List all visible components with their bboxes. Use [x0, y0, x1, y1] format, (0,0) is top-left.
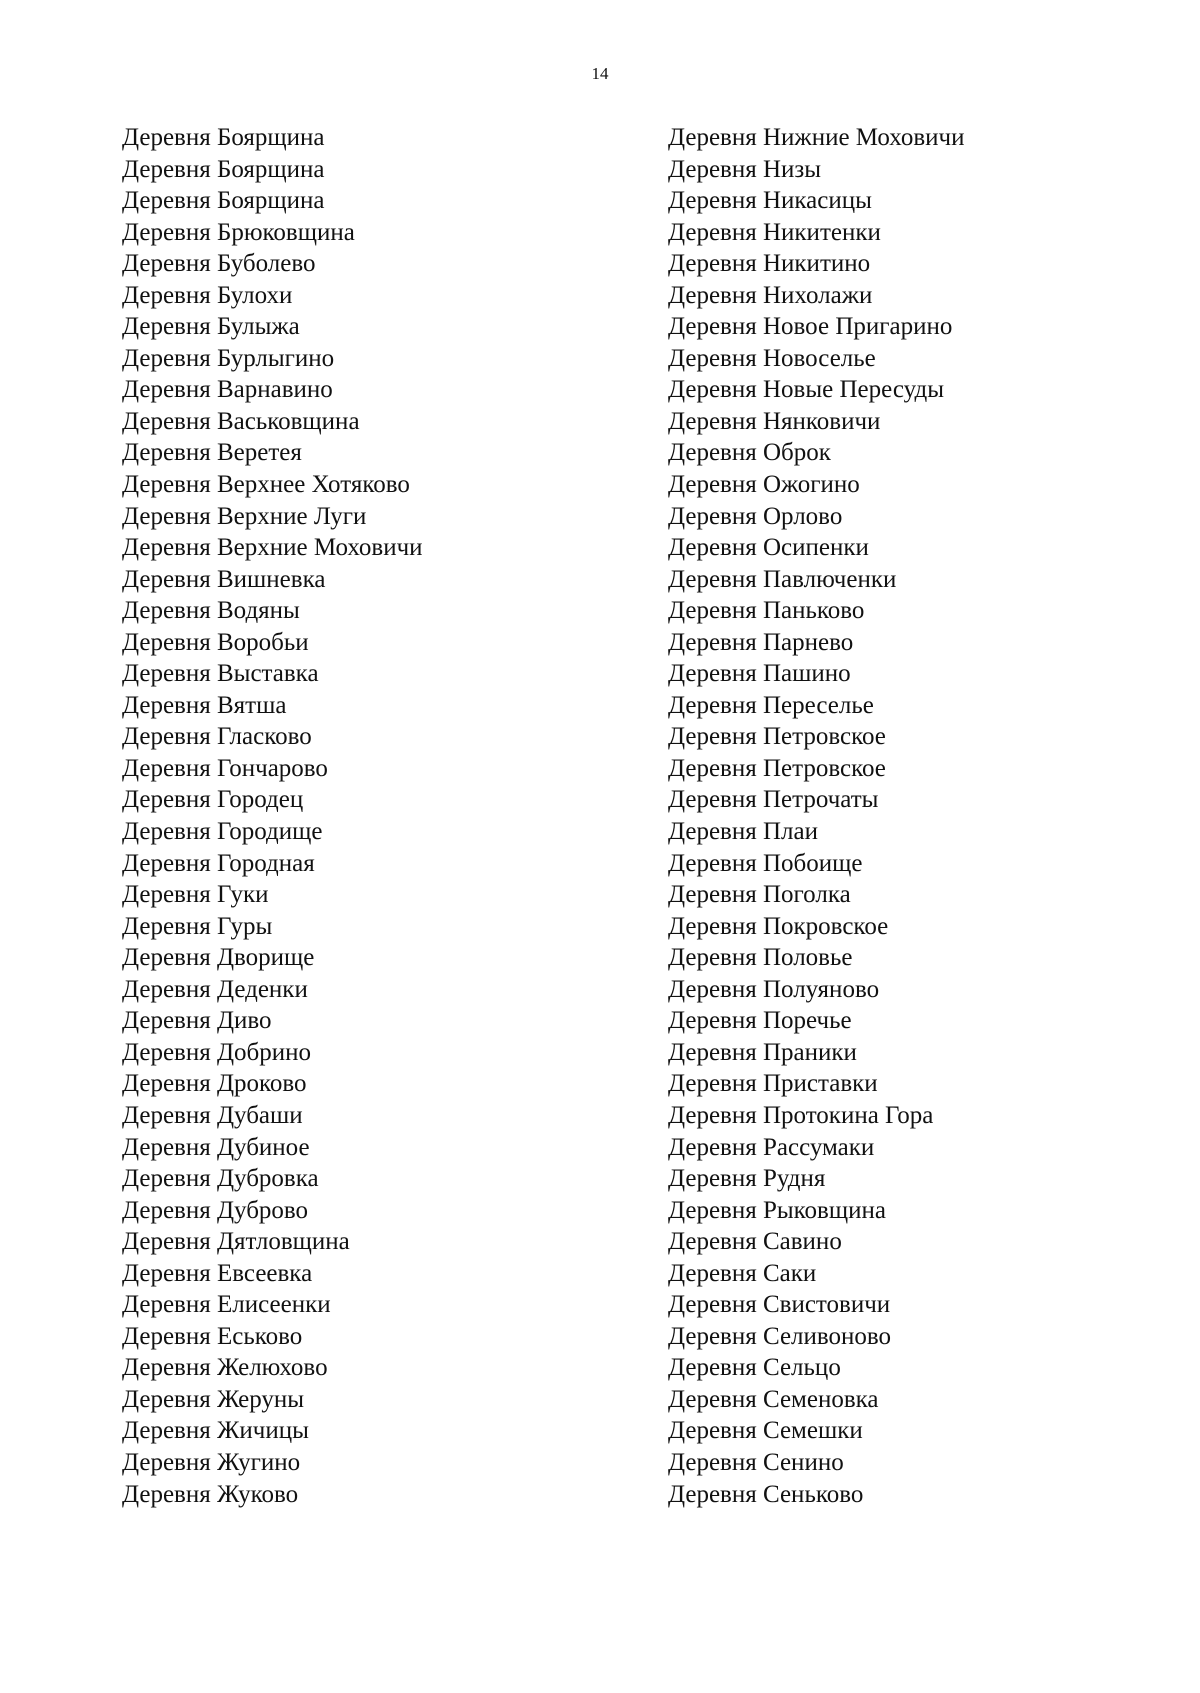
list-item: Деревня Павлюченки [668, 565, 897, 593]
list-item: Деревня Никитино [668, 250, 871, 278]
list-item: Деревня Брюковщина [122, 218, 355, 246]
list-item: Деревня Верхние Моховичи [122, 534, 423, 562]
list-item: Деревня Боярщина [122, 187, 325, 215]
list-item: Деревня Жеруны [122, 1385, 305, 1413]
list-item: Деревня Дубровка [122, 1165, 319, 1193]
list-item: Деревня Побоище [668, 849, 863, 877]
list-item: Деревня Сеньково [668, 1480, 864, 1508]
list-item: Деревня Нижние Моховичи [668, 124, 965, 151]
list-item: Деревня Дворище [122, 944, 315, 972]
list-item: Деревня Водяны [122, 597, 300, 625]
list-item: Деревня Жуково [122, 1480, 299, 1508]
list-item: Деревня Осипенки [668, 534, 869, 562]
list-item: Деревня Добрино [122, 1038, 312, 1066]
list-item: Деревня Булыжа [122, 313, 300, 341]
list-item: Деревня Поголка [668, 881, 851, 909]
list-item: Деревня Гуки [122, 881, 269, 909]
list-item: Деревня Новоселье [668, 344, 876, 372]
list-item: Деревня Евсеевка [122, 1259, 313, 1287]
list-item: Деревня Воробьи [122, 628, 309, 656]
list-item: Деревня Гуры [122, 912, 273, 940]
list-item: Деревня Никитенки [668, 218, 881, 246]
list-item: Деревня Булохи [122, 281, 293, 309]
list-item: Деревня Елисеенки [122, 1291, 331, 1319]
list-item: Деревня Покровское [668, 912, 889, 940]
list-item: Деревня Диво [122, 1007, 272, 1035]
list-item: Деревня Рудня [668, 1165, 826, 1193]
list-item: Деревня Орлово [668, 502, 843, 530]
list-item: Деревня Семешки [668, 1417, 863, 1445]
list-item: Деревня Вишневка [122, 565, 326, 593]
list-item: Деревня Верхние Луги [122, 502, 367, 530]
list-item: Деревня Праники [668, 1038, 857, 1066]
list-item: Деревня Рыковщина [668, 1196, 886, 1224]
list-item: Деревня Сенино [668, 1448, 844, 1476]
list-item: Деревня Городная [122, 849, 315, 877]
list-item: Деревня Паньково [668, 597, 865, 625]
list-item: Деревня Дубиное [122, 1133, 310, 1161]
list-item: Деревня Варнавино [122, 376, 333, 404]
list-item: Деревня Деденки [122, 975, 308, 1003]
list-item: Деревня Приставки [668, 1070, 878, 1098]
list-item: Деревня Вятша [122, 691, 287, 719]
list-item: Деревня Рассумаки [668, 1133, 875, 1161]
list-item: Деревня Новые Пересуды [668, 376, 945, 404]
page-number: 14 [591, 64, 609, 83]
list-item: Деревня Гласково [122, 723, 312, 751]
left-column-list [122, 122, 423, 1510]
list-item: Деревня Гончарово [122, 754, 328, 782]
list-item: Деревня Дуброво [122, 1196, 309, 1224]
list-item: Деревня Пашино [668, 660, 851, 688]
list-item: Деревня Ожогино [668, 471, 860, 499]
list-item: Деревня Половье [668, 944, 853, 972]
list-item: Деревня Нянковичи [668, 407, 881, 435]
list-item: Деревня Поречье [668, 1007, 852, 1035]
list-item: Деревня Веретея [122, 439, 302, 467]
list-item: Деревня Семеновка [668, 1385, 879, 1413]
list-item: Деревня Васьковщина [122, 407, 360, 435]
list-item: Деревня Дубаши [122, 1101, 303, 1129]
list-item: Деревня Буболево [122, 250, 316, 278]
list-item: Деревня Желюхово [122, 1354, 328, 1382]
list-item: Деревня Никасицы [668, 187, 872, 215]
list-item: Деревня Оброк [668, 439, 831, 467]
list-item: Деревня Новое Пригарино [668, 313, 953, 341]
list-item: Деревня Выставка [122, 660, 319, 688]
list-item: Деревня Боярщина [122, 155, 325, 183]
list-item: Деревня Сельцо [668, 1354, 841, 1382]
list-item: Деревня Городище [122, 818, 323, 846]
list-item: Деревня Плаи [668, 818, 818, 846]
list-item: Деревня Свистовичи [668, 1291, 891, 1319]
list-item: Деревня Еськово [122, 1322, 303, 1350]
list-item: Деревня Низы [668, 155, 822, 183]
list-item: Деревня Савино [668, 1228, 842, 1256]
right-column-list [668, 122, 964, 1510]
list-item: Деревня Городец [122, 786, 304, 814]
list-item: Деревня Нихолажи [668, 281, 873, 309]
list-item: Деревня Дроково [122, 1070, 307, 1098]
list-item: Деревня Боярщина [122, 124, 325, 151]
list-item: Деревня Протокина Гора [668, 1101, 934, 1129]
list-item: Деревня Бурлыгино [122, 344, 335, 372]
list-item: Деревня Петровское [668, 754, 886, 782]
list-item: Деревня Парнево [668, 628, 854, 656]
list-item: Деревня Петрочаты [668, 786, 879, 814]
list-item: Деревня Дятловщина [122, 1228, 350, 1256]
list-item: Деревня Верхнее Хотяково [122, 471, 410, 499]
list-item: Деревня Жугино [122, 1448, 301, 1476]
list-item: Деревня Переселье [668, 691, 874, 719]
list-item: Деревня Саки [668, 1259, 817, 1287]
list-item: Деревня Полуяново [668, 975, 880, 1003]
list-item: Деревня Петровское [668, 723, 886, 751]
list-item: Деревня Селивоново [668, 1322, 892, 1350]
list-item: Деревня Жичицы [122, 1417, 309, 1445]
